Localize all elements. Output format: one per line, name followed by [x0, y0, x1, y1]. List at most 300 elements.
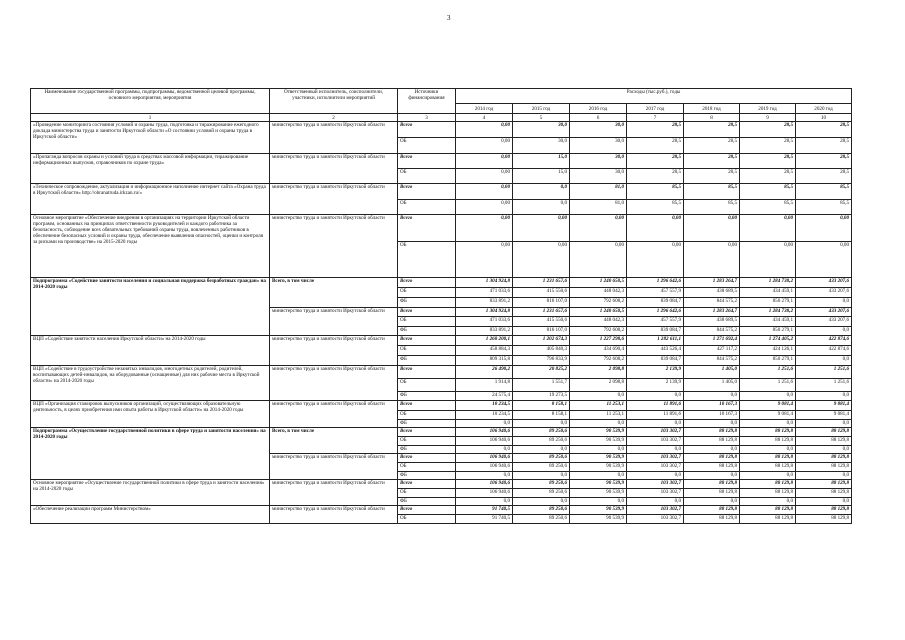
- amount-cell: 1 282 611,1: [627, 336, 684, 346]
- executor-cell: министерство труда и занятости Иркутской области: [270, 454, 398, 480]
- amount-cell: 2 139,9: [627, 379, 684, 392]
- amount-cell: 106 940,6: [456, 463, 513, 472]
- amount-cell: 88 129,8: [740, 428, 796, 437]
- amount-cell: 88 129,8: [796, 428, 852, 437]
- amount-cell: 85,5: [627, 200, 684, 215]
- table-row: [31, 278, 852, 288]
- program-name-cell: ВЦП «Организация стажировок выпускников организаций, осуществляющих образовательную деятельность, в целях приобретения ими опыта работы в Иркутской области» на 2014-2020 годы: [31, 401, 270, 428]
- amount-cell: 1 231 657,6: [513, 308, 570, 317]
- column-number: 7: [627, 114, 684, 122]
- amount-cell: 0,0: [740, 420, 796, 428]
- executor-cell: министерство труда и занятости Иркутской области: [270, 215, 398, 278]
- table-row: [31, 184, 852, 200]
- funding-source-cell: Всего: [398, 215, 456, 242]
- amount-cell: 0,00: [627, 242, 684, 278]
- amount-cell: 19 273,5: [513, 392, 570, 401]
- amount-cell: 839 084,7: [627, 356, 684, 366]
- amount-cell: 88 129,8: [740, 454, 796, 463]
- header-year: 2016 год: [570, 104, 627, 114]
- amount-cell: 2 098,8: [570, 379, 627, 392]
- amount-cell: 106 940,6: [456, 454, 513, 463]
- amount-cell: 9 081,4: [796, 401, 852, 411]
- amount-cell: 471 033,6: [456, 317, 513, 327]
- amount-cell: 0,0: [627, 420, 684, 428]
- amount-cell: 0,0: [513, 472, 570, 480]
- funding-source-cell: ФБ: [398, 446, 456, 454]
- amount-cell: 89 250,6: [513, 489, 570, 498]
- amount-cell: 1 405,0: [684, 379, 740, 392]
- amount-cell: 433 207,6: [796, 317, 852, 327]
- amount-cell: 844 575,2: [684, 356, 740, 366]
- amount-cell: 833 891,2: [456, 327, 513, 336]
- amount-cell: 0,0: [513, 420, 570, 428]
- amount-cell: 0,0: [796, 327, 852, 336]
- amount-cell: 90 539,9: [570, 515, 627, 524]
- amount-cell: 28,5: [684, 169, 740, 184]
- amount-cell: 26 490,2: [456, 366, 513, 379]
- amount-cell: 24 575,4: [456, 392, 513, 401]
- amount-cell: 1 283 264,7: [684, 308, 740, 317]
- amount-cell: 0,0: [796, 498, 852, 506]
- program-name-cell: ВЦП «Содействие занятости населения Иркутской области» на 2014-2020 годы: [31, 336, 270, 366]
- amount-cell: 88 129,8: [796, 480, 852, 489]
- amount-cell: 85,5: [627, 184, 684, 200]
- amount-cell: 0,00: [684, 215, 740, 242]
- amount-cell: 30,0: [513, 138, 570, 154]
- header-year: 2019 год: [740, 104, 796, 114]
- funding-source-cell: ОБ: [398, 437, 456, 446]
- amount-cell: 0,0: [513, 200, 570, 215]
- funding-source-cell: ОБ: [398, 489, 456, 498]
- amount-cell: 0,00: [456, 122, 513, 138]
- header-year: 2018 год: [684, 104, 740, 114]
- funding-source-cell: ФБ: [398, 472, 456, 480]
- amount-cell: 0,0: [740, 498, 796, 506]
- funding-source-cell: ОБ: [398, 200, 456, 215]
- amount-cell: 11 253,1: [570, 411, 627, 420]
- amount-cell: 103 302,7: [627, 437, 684, 446]
- amount-cell: 2 098,8: [570, 366, 627, 379]
- amount-cell: 1 240 650,5: [570, 278, 627, 288]
- program-name-cell: Подпрограмма «Осуществление государственной политики в сфере труда и занятости населения» на 2014-2020 годы: [31, 428, 270, 480]
- column-number: 1: [31, 114, 270, 122]
- amount-cell: 85,5: [740, 200, 796, 215]
- amount-cell: 0,0: [456, 498, 513, 506]
- amount-cell: 0,0: [456, 446, 513, 454]
- amount-cell: 10 167,3: [684, 401, 740, 411]
- amount-cell: 88 129,8: [796, 515, 852, 524]
- table-row: [31, 506, 852, 515]
- amount-cell: 28,5: [684, 154, 740, 169]
- amount-cell: 850 279,1: [740, 327, 796, 336]
- amount-cell: 9 081,4: [740, 411, 796, 420]
- amount-cell: 1 268 200,1: [456, 336, 513, 346]
- funding-source-cell: ОБ: [398, 515, 456, 524]
- amount-cell: 28,5: [684, 122, 740, 138]
- funding-source-cell: Всего: [398, 506, 456, 515]
- amount-cell: 422 874,6: [796, 346, 852, 356]
- funding-source-cell: Всего: [398, 184, 456, 200]
- funding-source-cell: Всего: [398, 428, 456, 437]
- amount-cell: 88 129,8: [684, 480, 740, 489]
- amount-cell: 471 033,6: [456, 288, 513, 298]
- amount-cell: 1 304 924,8: [456, 308, 513, 317]
- amount-cell: 88 129,8: [684, 428, 740, 437]
- amount-cell: 844 575,2: [684, 327, 740, 336]
- amount-cell: 0,0: [570, 446, 627, 454]
- amount-cell: 89 250,6: [513, 515, 570, 524]
- amount-cell: 0,0: [456, 420, 513, 428]
- amount-cell: 0,00: [684, 242, 740, 278]
- amount-cell: 448 042,3: [570, 317, 627, 327]
- amount-cell: 850 279,1: [740, 298, 796, 308]
- amount-cell: 0,0: [570, 472, 627, 480]
- amount-cell: 1 283 264,7: [684, 278, 740, 288]
- executor-cell: Всего, в том числе: [270, 278, 398, 308]
- amount-cell: 424 126,1: [740, 346, 796, 356]
- amount-cell: 103 302,7: [627, 480, 684, 489]
- amount-cell: 103 302,7: [627, 489, 684, 498]
- amount-cell: 0,0: [627, 446, 684, 454]
- executor-cell: министерство труда и занятости Иркутской области: [270, 336, 398, 366]
- amount-cell: 434 459,1: [740, 288, 796, 298]
- amount-cell: 433 207,6: [796, 288, 852, 298]
- amount-cell: 0,0: [570, 420, 627, 428]
- column-number: 10: [796, 114, 852, 122]
- column-number: 6: [570, 114, 627, 122]
- amount-cell: 28,5: [740, 169, 796, 184]
- table-row: [31, 215, 852, 242]
- amount-cell: 88 129,8: [796, 454, 852, 463]
- amount-cell: 427 117,2: [684, 346, 740, 356]
- executor-cell: министерство труда и занятости Иркутской области: [270, 308, 398, 336]
- amount-cell: 0,0: [627, 392, 684, 401]
- amount-cell: 1 251,6: [796, 379, 852, 392]
- amount-cell: 796 833,9: [513, 356, 570, 366]
- table-row: [31, 428, 852, 437]
- amount-cell: 88 129,8: [684, 506, 740, 515]
- amount-cell: 415 550,6: [513, 288, 570, 298]
- funding-source-cell: Всего: [398, 308, 456, 317]
- amount-cell: 11 891,6: [627, 411, 684, 420]
- amount-cell: 0,0: [796, 356, 852, 366]
- funding-source-cell: ОБ: [398, 138, 456, 154]
- amount-cell: 88 129,8: [740, 515, 796, 524]
- amount-cell: 0,0: [796, 446, 852, 454]
- amount-cell: 90 539,9: [570, 437, 627, 446]
- executor-cell: министерство труда и занятости Иркутской области: [270, 480, 398, 506]
- table-body: [31, 122, 852, 524]
- amount-cell: 816 107,0: [513, 327, 570, 336]
- column-number: 3: [398, 114, 456, 122]
- amount-cell: 106 940,6: [456, 428, 513, 437]
- table-row: [31, 154, 852, 169]
- funding-source-cell: ФБ: [398, 420, 456, 428]
- amount-cell: 106 940,6: [456, 489, 513, 498]
- amount-cell: 839 084,7: [627, 298, 684, 308]
- amount-cell: 11 891,6: [627, 401, 684, 411]
- amount-cell: 90 539,9: [570, 428, 627, 437]
- table-header: [31, 89, 852, 122]
- amount-cell: 20 825,2: [513, 366, 570, 379]
- header-year: 2017 год: [627, 104, 684, 114]
- program-name-cell: «Проведение мониторинга состояния условий и охраны труда, подготовка и тиражирование ежегодного доклада министерства труда и занятости Иркутской области «О состоянии условий и охраны труда в Иркутской области»: [31, 122, 270, 154]
- amount-cell: 1 202 674,3: [513, 336, 570, 346]
- funding-source-cell: ФБ: [398, 327, 456, 336]
- executor-cell: министерство труда и занятости Иркутской области: [270, 184, 398, 215]
- amount-cell: 88 129,8: [684, 515, 740, 524]
- table-row: [31, 122, 852, 138]
- executor-cell: министерство труда и занятости Иркутской области: [270, 366, 398, 401]
- amount-cell: 839 084,7: [627, 327, 684, 336]
- funding-source-cell: Всего: [398, 278, 456, 288]
- amount-cell: 15,0: [513, 169, 570, 184]
- amount-cell: 0,0: [570, 392, 627, 401]
- amount-cell: 434 459,1: [740, 317, 796, 327]
- amount-cell: 0,00: [456, 200, 513, 215]
- amount-cell: 443 526,4: [627, 346, 684, 356]
- amount-cell: 0,00: [570, 215, 627, 242]
- amount-cell: 0,0: [513, 184, 570, 200]
- executor-cell: Всего, в том числе: [270, 428, 398, 454]
- amount-cell: 0,00: [796, 242, 852, 278]
- amount-cell: 0,0: [740, 392, 796, 401]
- amount-cell: 30,0: [570, 154, 627, 169]
- amount-cell: 0,00: [740, 242, 796, 278]
- amount-cell: 81,0: [570, 200, 627, 215]
- funding-source-cell: ОБ: [398, 411, 456, 420]
- amount-cell: 1 240 650,5: [570, 308, 627, 317]
- amount-cell: 1 304 924,8: [456, 278, 513, 288]
- amount-cell: 0,0: [627, 498, 684, 506]
- column-number: 9: [740, 114, 796, 122]
- amount-cell: 85,5: [684, 184, 740, 200]
- amount-cell: 0,0: [570, 498, 627, 506]
- amount-cell: 1 251,6: [796, 366, 852, 379]
- amount-cell: 433 207,6: [796, 308, 852, 317]
- column-number: 4: [456, 114, 513, 122]
- amount-cell: 0,00: [456, 215, 513, 242]
- amount-cell: 1 231 657,6: [513, 278, 570, 288]
- amount-cell: 1 296 642,6: [627, 278, 684, 288]
- amount-cell: 0,0: [513, 446, 570, 454]
- amount-cell: 28,5: [740, 138, 796, 154]
- amount-cell: 0,00: [796, 215, 852, 242]
- amount-cell: 103 302,7: [627, 454, 684, 463]
- program-name-cell: ВЦП «Содействие в трудоустройстве незанятых инвалидов, многодетных родителей, родителей, воспитывающих детей-инвалидов, на оборудованные (оснащенные) для них рабочие места в Иркутской области» на 2014-2020 годы: [31, 366, 270, 401]
- amount-cell: 844 575,2: [684, 298, 740, 308]
- amount-cell: 1 251,6: [740, 379, 796, 392]
- amount-cell: 434 690,4: [570, 346, 627, 356]
- funding-source-cell: ОБ: [398, 379, 456, 392]
- program-name-cell: «Обеспечение реализации программ Министерством»: [31, 506, 270, 524]
- amount-cell: 30,0: [570, 122, 627, 138]
- amount-cell: 28,5: [796, 122, 852, 138]
- amount-cell: 792 608,2: [570, 327, 627, 336]
- amount-cell: 10 234,5: [456, 401, 513, 411]
- funding-source-cell: Всего: [398, 366, 456, 379]
- amount-cell: 1 296 642,6: [627, 308, 684, 317]
- executor-cell: министерство труда и занятости Иркутской области: [270, 506, 398, 524]
- amount-cell: 0,0: [796, 298, 852, 308]
- amount-cell: 0,0: [627, 472, 684, 480]
- amount-cell: 88 129,8: [796, 437, 852, 446]
- amount-cell: 28,5: [740, 154, 796, 169]
- amount-cell: 1 271 692,4: [684, 336, 740, 346]
- amount-cell: 0,0: [684, 392, 740, 401]
- amount-cell: 0,00: [570, 242, 627, 278]
- amount-cell: 0,0: [684, 420, 740, 428]
- amount-cell: 28,5: [740, 122, 796, 138]
- amount-cell: 30,0: [570, 138, 627, 154]
- table-row: [31, 366, 852, 379]
- amount-cell: 85,5: [796, 200, 852, 215]
- amount-cell: 88 129,8: [796, 506, 852, 515]
- amount-cell: 2 139,9: [627, 366, 684, 379]
- table-row: [31, 336, 852, 346]
- executor-cell: министерство труда и занятости Иркутской области: [270, 401, 398, 428]
- amount-cell: 0,0: [684, 472, 740, 480]
- amount-cell: 28,5: [796, 154, 852, 169]
- amount-cell: 458 884,3: [456, 346, 513, 356]
- amount-cell: 28,5: [627, 154, 684, 169]
- column-number: 8: [684, 114, 740, 122]
- amount-cell: 28,5: [684, 138, 740, 154]
- amount-cell: 0,00: [456, 242, 513, 278]
- amount-cell: 28,5: [627, 122, 684, 138]
- amount-cell: 457 557,9: [627, 288, 684, 298]
- funding-source-cell: Всего: [398, 401, 456, 411]
- program-name-cell: Основное мероприятие «Обеспечение внедрения в организациях на территории Иркутской области программ, основанных на принципах ответственности руководителей и каждого работника за безопасность, соблюдение всех обязательных требований охраны труда, вовлеченных работников в обеспечение безопасных условий и охраны труда, обеспечение выявления опасностей, оценки и контроля за рисками на производстве» на 2015-2020 годы: [31, 215, 270, 278]
- column-number: 2: [270, 114, 398, 122]
- amount-cell: 89 250,6: [513, 437, 570, 446]
- amount-cell: 90 539,9: [570, 506, 627, 515]
- amount-cell: 88 129,8: [796, 463, 852, 472]
- program-name-cell: «Пропаганда вопросов охраны и условий труда в средствах массовой информации, тиражирование информационных выпусков, справочников по охране труда»: [31, 154, 270, 184]
- amount-cell: 833 891,2: [456, 298, 513, 308]
- amount-cell: 1 251,6: [740, 366, 796, 379]
- funding-source-cell: Всего: [398, 454, 456, 463]
- amount-cell: 103 302,7: [627, 506, 684, 515]
- expenditure-table: [30, 88, 852, 524]
- amount-cell: 457 557,9: [627, 317, 684, 327]
- amount-cell: 0,0: [684, 498, 740, 506]
- header-year: 2014 год: [456, 104, 513, 114]
- amount-cell: 0,00: [456, 184, 513, 200]
- amount-cell: 90 539,9: [570, 463, 627, 472]
- amount-cell: 28,5: [627, 138, 684, 154]
- header-executor: Ответственный исполнитель, соисполнители, участники, исполнители мероприятий: [270, 89, 398, 114]
- amount-cell: 91 740,5: [456, 506, 513, 515]
- amount-cell: 85,5: [740, 184, 796, 200]
- amount-cell: 28,5: [796, 169, 852, 184]
- amount-cell: 8 158,1: [513, 411, 570, 420]
- amount-cell: 0,0: [796, 472, 852, 480]
- funding-source-cell: ФБ: [398, 498, 456, 506]
- amount-cell: 0,00: [513, 242, 570, 278]
- funding-source-cell: Всего: [398, 336, 456, 346]
- amount-cell: 0,00: [456, 138, 513, 154]
- amount-cell: 1 284 738,2: [740, 308, 796, 317]
- amount-cell: 88 129,8: [740, 506, 796, 515]
- amount-cell: 88 129,8: [684, 463, 740, 472]
- funding-source-cell: ОБ: [398, 463, 456, 472]
- amount-cell: 106 940,6: [456, 480, 513, 489]
- funding-source-cell: Всего: [398, 122, 456, 138]
- amount-cell: 28,5: [627, 169, 684, 184]
- amount-cell: 90 539,9: [570, 454, 627, 463]
- amount-cell: 88 129,8: [684, 454, 740, 463]
- amount-cell: 88 129,8: [796, 489, 852, 498]
- amount-cell: 89 250,6: [513, 463, 570, 472]
- program-name-cell: Основное мероприятие «Осуществление государственной политики в сфере труда и занятости населения» на 2014-2020 годы: [31, 480, 270, 506]
- amount-cell: 0,0: [796, 420, 852, 428]
- amount-cell: 448 042,3: [570, 288, 627, 298]
- amount-cell: 89 250,6: [513, 428, 570, 437]
- amount-cell: 89 250,6: [513, 480, 570, 489]
- amount-cell: 89 250,6: [513, 506, 570, 515]
- funding-source-cell: ОБ: [398, 169, 456, 184]
- funding-source-cell: ОБ: [398, 346, 456, 356]
- amount-cell: 422 874,6: [796, 336, 852, 346]
- program-name-cell: Подпрограмма «Содействие занятости населения и социальная поддержка безработных граждан» на 2014-2020 годы: [31, 278, 270, 336]
- header-funding-source: Источники финансирования: [398, 89, 456, 114]
- amount-cell: 0,0: [796, 392, 852, 401]
- amount-cell: 1 914,8: [456, 379, 513, 392]
- amount-cell: 30,0: [570, 169, 627, 184]
- amount-cell: 10 167,3: [684, 411, 740, 420]
- header-year: 2015 год: [513, 104, 570, 114]
- amount-cell: 1 405,0: [684, 366, 740, 379]
- amount-cell: 103 302,7: [627, 428, 684, 437]
- executor-cell: министерство труда и занятости Иркутской области: [270, 154, 398, 184]
- amount-cell: 103 302,7: [627, 463, 684, 472]
- funding-source-cell: ФБ: [398, 298, 456, 308]
- amount-cell: 88 129,8: [684, 489, 740, 498]
- amount-cell: 0,00: [627, 215, 684, 242]
- amount-cell: 89 250,6: [513, 454, 570, 463]
- header-program-name: Наименование государственной программы, подпрограммы, ведомственной целевой программы, основного мероприятия, мероприятия: [31, 89, 270, 114]
- amount-cell: 1 284 738,2: [740, 278, 796, 288]
- amount-cell: 30,0: [513, 122, 570, 138]
- amount-cell: 106 940,6: [456, 437, 513, 446]
- amount-cell: 88 129,8: [740, 480, 796, 489]
- amount-cell: 1 227 298,6: [570, 336, 627, 346]
- amount-cell: 9 081,4: [796, 411, 852, 420]
- amount-cell: 85,5: [684, 200, 740, 215]
- amount-cell: 90 539,9: [570, 480, 627, 489]
- amount-cell: 792 608,2: [570, 298, 627, 308]
- amount-cell: 9 081,4: [740, 401, 796, 411]
- amount-cell: 88 129,8: [684, 437, 740, 446]
- amount-cell: 0,00: [740, 215, 796, 242]
- amount-cell: 438 689,5: [684, 288, 740, 298]
- amount-cell: 28,5: [796, 138, 852, 154]
- amount-cell: 1 551,7: [513, 379, 570, 392]
- amount-cell: 0,00: [456, 169, 513, 184]
- amount-cell: 0,00: [456, 154, 513, 169]
- amount-cell: 415 550,6: [513, 317, 570, 327]
- amount-cell: 88 129,8: [740, 463, 796, 472]
- amount-cell: 433 207,6: [796, 278, 852, 288]
- amount-cell: 88 129,8: [740, 437, 796, 446]
- amount-cell: 816 107,0: [513, 298, 570, 308]
- amount-cell: 405 840,3: [513, 346, 570, 356]
- amount-cell: 11 253,1: [570, 401, 627, 411]
- header-expenditure: Расходы (тыс.руб.), годы: [456, 89, 852, 104]
- amount-cell: 0,0: [513, 498, 570, 506]
- amount-cell: 792 608,2: [570, 356, 627, 366]
